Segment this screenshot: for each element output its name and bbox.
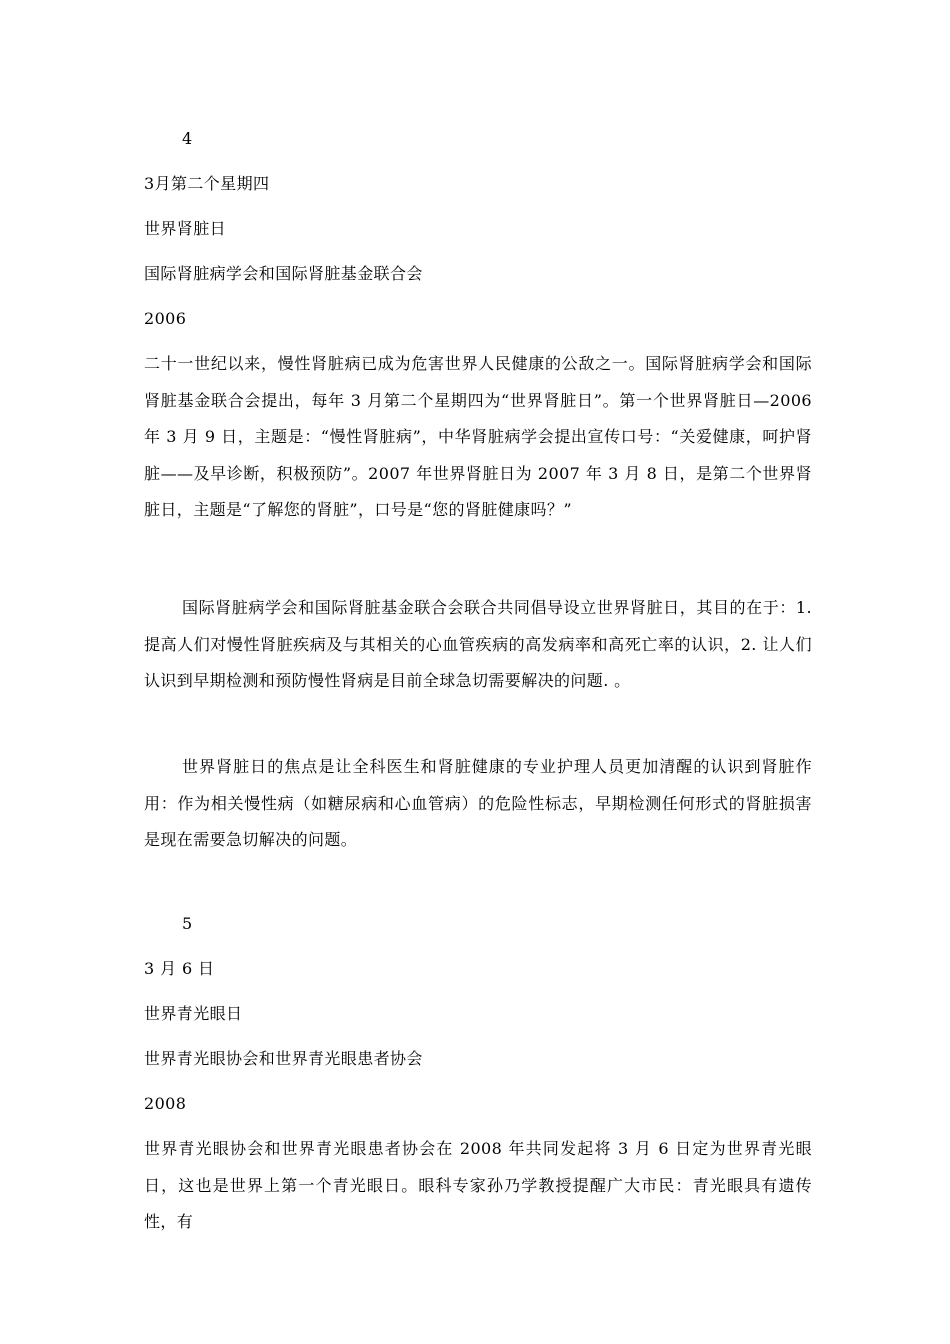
entry-date: 3月第二个星期四: [144, 174, 270, 193]
entry-number: 5: [182, 914, 193, 933]
entry-title: 世界肾脏日: [144, 219, 227, 238]
entry-date: 3 月 6 日: [144, 959, 215, 978]
entry-paragraph: 国际肾脏病学会和国际肾脏基金联合会联合共同倡导设立世界肾脏日，其目的在于：1. 提高人们对慢性肾脏疾病及与其相关的心血管疾病的高发病率和高死亡率的认识，2. 让人们认识到早期检测和预防慢性肾病是目前全球急切需要解决的问题. 。: [144, 598, 812, 690]
entry-paragraph: 世界肾脏日的焦点是让全科医生和肾脏健康的专业护理人员更加清醒的认识到肾脏作用：作为相关慢性病（如糖尿病和心血管病）的危险性标志，早期检测任何形式的肾脏损害是现在需要急切解决的问题。: [144, 757, 812, 849]
entry-paragraph: 二十一世纪以来，慢性肾脏病已成为危害世界人民健康的公敌之一。国际肾脏病学会和国际肾脏基金联合会提出，每年 3 月第二个星期四为“世界肾脏日”。第一个世界肾脏日—2006 年 3 月 9 日，主题是：“慢性肾脏病”，中华肾脏病学会提出宣传口号：“关爱健康，呵护肾脏——及早诊断，积极预防”。2007 年世界肾脏日为 2007 年 3 月 8 日，是第二个世界肾脏日，主题是“了解您的肾脏”，口号是“您的肾脏健康吗？”: [144, 354, 812, 519]
entry-paragraph: 世界青光眼协会和世界青光眼患者协会在 2008 年共同发起将 3 月 6 日定为世界青光眼日，这也是世界上第一个青光眼日。眼科专家孙乃学教授提醒广大市民：青光眼具有遗传性，有: [144, 1139, 812, 1231]
entry-organizer: 世界青光眼协会和世界青光眼患者协会: [144, 1049, 423, 1068]
entry-title: 世界青光眼日: [144, 1004, 243, 1023]
entry-year: 2008: [144, 1094, 187, 1113]
entry-year: 2006: [144, 309, 187, 328]
entry-number: 4: [182, 129, 193, 148]
entry-organizer: 国际肾脏病学会和国际肾脏基金联合会: [144, 264, 423, 283]
